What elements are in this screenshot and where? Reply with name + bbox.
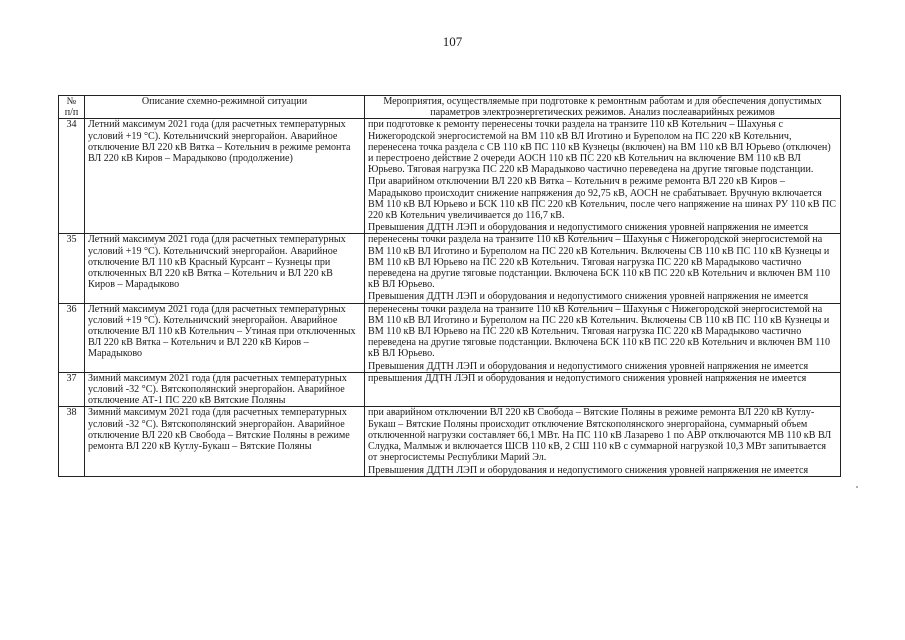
table-row xyxy=(59,303,841,372)
row-number: 35 xyxy=(59,234,85,303)
measure-paragraph: Превышения ДДТН ЛЭП и оборудования и недопустимого снижения уровней напряжения не имеется xyxy=(368,464,809,476)
row-measures xyxy=(365,303,841,372)
measure-paragraph: Превышения ДДТН ЛЭП и оборудования и недопустимого снижения уровней напряжения не имеется xyxy=(368,360,809,372)
scan-speck xyxy=(856,486,858,488)
measure-paragraph: перенесены точки раздела на транзите 110 кВ Котельнич – Шахунья с Нижегородской энергосистемой на ВМ 110 кВ ВЛ Иготино и Буреполом на ПС 220 кВ Котельнич. Включены СВ 110 кВ ПС 110 кВ Кузнецы и ВМ 110 кВ ВЛ Юрьево на ПС 220 кВ Котельнич. Тяговая нагрузка ПС 220 кВ Марадыково частично переведена на другие тяговые подстанции. Включена БСК 110 кВ ПС 220 кВ Котельнич и включен ВМ 110 кВ ВЛ Юрьево. xyxy=(368,234,831,291)
row-measures xyxy=(365,234,841,303)
row-description: Летний максимум 2021 года (для расчетных температурных условий +19 °С). Котельничский энергорайон. Аварийное отключение ВЛ 110 кВ Красный Курсант – Кузнецы при отключенных ВЛ 220 кВ Вятка – Котельнич и ВЛ 220 кВ Киров – Марадыково xyxy=(85,234,365,303)
measure-paragraph: Превышения ДДТН ЛЭП и оборудования и недопустимого снижения уровней напряжения не имеется xyxy=(368,291,809,303)
row-number: 36 xyxy=(59,303,85,372)
header-num: № п/п xyxy=(59,96,85,119)
row-measures xyxy=(365,407,841,476)
measure-paragraph: При аварийном отключении ВЛ 220 кВ Вятка – Котельнич в режиме ремонта ВЛ 220 кВ Киров – Марадыково происходит снижение напряжения до 92,75 кВ, АОСН не срабатывает. Вручную включается ВМ 110 кВ ВЛ Юрьево и БСК 110 кВ ПС 220 кВ Котельнич, после чего напряжение на шинах РУ 110 кВ ПС 220 кВ Котельнич увеличивается до 116,7 кВ. xyxy=(368,176,836,222)
measure-paragraph: превышения ДДТН ЛЭП и оборудования и недопустимого снижения уровней напряжения не имеется xyxy=(368,372,807,384)
row-description: Зимний максимум 2021 года (для расчетных температурных условий -32 °С). Вятскополянский энергорайон. Аварийное отключение ВЛ 220 кВ Свобода – Вятские Поляны в режиме ремонта ВЛ 220 кВ Кутлу-Букаш – Вятские Поляны xyxy=(85,407,365,476)
row-description: Летний максимум 2021 года (для расчетных температурных условий +19 °С). Котельничский энергорайон. Аварийное отключение ВЛ 220 кВ Вятка – Котельнич в режиме ремонта ВЛ 220 кВ Киров – Марадыково (продолжение) xyxy=(85,119,365,234)
page-number: 107 xyxy=(442,34,463,49)
measure-paragraph: Превышения ДДТН ЛЭП и оборудования и недопустимого снижения уровней напряжения не имеется xyxy=(368,222,809,234)
table-row xyxy=(59,119,841,234)
table-row xyxy=(59,407,841,476)
row-measures xyxy=(365,372,841,407)
row-description: Летний максимум 2021 года (для расчетных температурных условий +19 °С). Котельничский энергорайон. Аварийное отключение ВЛ 110 кВ Котельнич – Утиная при отключенных ВЛ 220 кВ Вятка – Котельнич и ВЛ 220 кВ Киров – Марадыково xyxy=(85,303,365,372)
measure-paragraph: при аварийном отключении ВЛ 220 кВ Свобода – Вятские Поляны в режиме ремонта ВЛ 220 кВ Кутлу-Букаш – Вятские Поляны происходит отключение Вятскополянского энергорайона, суммарный объем отключенной нагрузки составляет 66,1 МВт. На ПС 110 кВ Лазарево 1 по АВР отключаются МВ 110 кВ ВЛ Слудка, Малмыж и включается ШСВ 110 кВ, 2 СШ 110 кВ с суммарной нагрузкой 10,3 МВт запитывается от энергосистемы Республики Марий Эл. xyxy=(368,407,832,464)
row-number: 37 xyxy=(59,372,85,407)
table-row xyxy=(59,234,841,303)
row-number: 38 xyxy=(59,407,85,476)
measure-paragraph: при подготовке к ремонту перенесены точки раздела на транзите 110 кВ Котельнич – Шахунья с Нижегородской энергосистемой на ВМ 110 кВ ВЛ Иготино и Буреполом на ПС 220 кВ Котельнич, перенесена точка раздела с СВ 110 кВ ПС 110 кВ Кузнецы (включен) на ВМ 110 кВ ВЛ Юрьево (отключен) и перестроено действие 2 очереди АОСН 110 кВ ПС 220 кВ Котельнич на включение ВМ 110 кВ ВЛ Юрьево. Тяговая нагрузка ПС 220 кВ Марадыково частично переведена на другие тяговые подстанции. xyxy=(368,119,831,176)
header-measures: Мероприятия, осуществляемые при подготовке к ремонтным работам и для обеспечения допустимых параметров электроэнергетических режимов. Анализ послеаварийных режимов xyxy=(365,96,841,119)
table-row xyxy=(59,372,841,407)
measure-paragraph: перенесены точки раздела на транзите 110 кВ Котельнич – Шахунья с Нижегородской энергосистемой на ВМ 110 кВ ВЛ Иготино и Буреполом на ПС 220 кВ Котельнич. Включены СВ 110 кВ ПС 110 кВ Кузнецы и ВМ 110 кВ ВЛ Юрьево на ПС 220 кВ Котельнич. Тяговая нагрузка ПС 220 кВ Марадыково частично переведена на другие тяговые подстанции. Включена БСК 110 кВ ПС 220 кВ Котельнич и включен ВМ 110 кВ ВЛ Юрьево. xyxy=(368,303,831,360)
regime-table xyxy=(58,95,841,477)
row-measures xyxy=(365,119,841,234)
header-description: Описание схемно-режимной ситуации xyxy=(85,96,365,119)
table-header-row xyxy=(59,96,841,119)
row-description: Зимний максимум 2021 года (для расчетных температурных условий -32 °С). Вятскополянский энергорайон. Аварийное отключение АТ-1 ПС 220 кВ Вятские Поляны xyxy=(85,372,365,407)
row-number: 34 xyxy=(59,119,85,234)
